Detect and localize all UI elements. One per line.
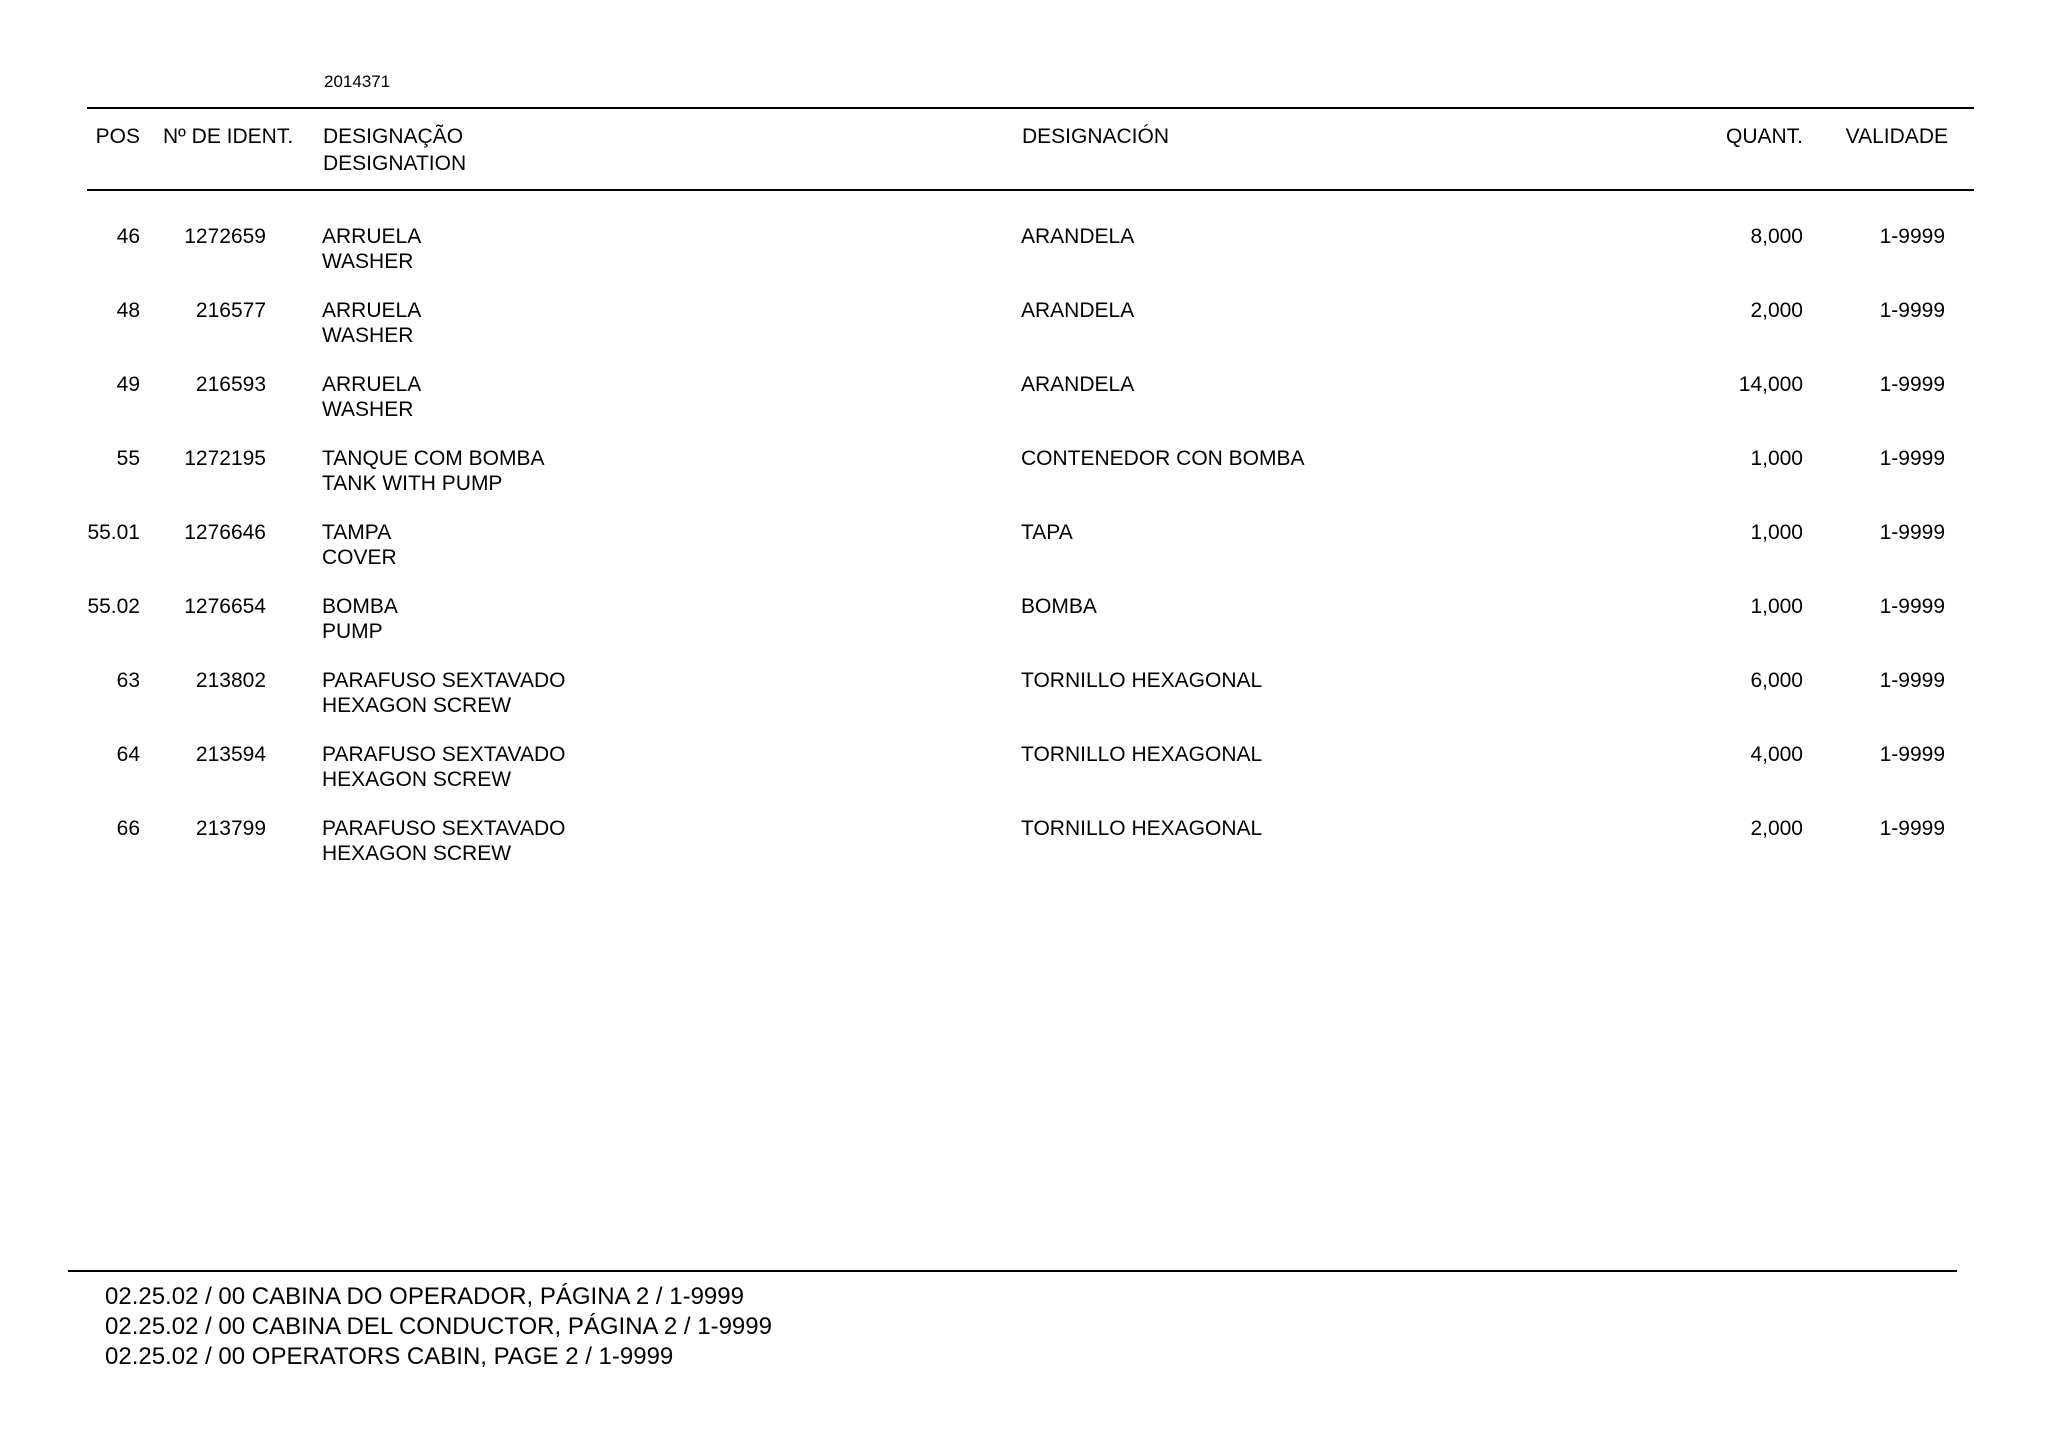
row-designation-es: ARANDELA bbox=[1021, 225, 1135, 248]
row-designation-es: CONTENEDOR CON BOMBA bbox=[1021, 447, 1305, 470]
row-designation-en: WASHER bbox=[322, 324, 414, 347]
row-pos: 55 bbox=[116, 447, 140, 470]
row-designation-pt: PARAFUSO SEXTAVADO bbox=[322, 817, 566, 840]
row-designation-pt: PARAFUSO SEXTAVADO bbox=[322, 743, 566, 766]
top-rule bbox=[87, 107, 1974, 109]
row-ident: 216577 bbox=[195, 299, 266, 322]
row-validity: 1-9999 bbox=[1879, 299, 1945, 322]
row-designation-es: TAPA bbox=[1021, 521, 1073, 544]
row-pos: 46 bbox=[116, 225, 140, 248]
header-designation-es: DESIGNACIÓN bbox=[1022, 125, 1170, 148]
table-row bbox=[0, 668, 2048, 742]
header-rule bbox=[87, 189, 1974, 191]
row-pos: 66 bbox=[116, 817, 140, 840]
row-designation-pt: TANQUE COM BOMBA bbox=[322, 447, 545, 470]
table-row bbox=[0, 372, 2048, 446]
footer-line-es: 02.25.02 / 00 CABINA DEL CONDUCTOR, PÁGINA 2 / 1-9999 bbox=[105, 1313, 772, 1340]
table-row bbox=[0, 742, 2048, 816]
parts-table-body bbox=[0, 224, 2048, 890]
document-number: 2014371 bbox=[324, 72, 391, 91]
header-validity: VALIDADE bbox=[1845, 125, 1948, 148]
header-quantity: QUANT. bbox=[1725, 125, 1803, 148]
row-ident: 213799 bbox=[195, 817, 266, 840]
row-designation-en: WASHER bbox=[322, 250, 414, 273]
row-ident: 213802 bbox=[195, 669, 266, 692]
header-designation-pt: DESIGNAÇÃO bbox=[323, 125, 464, 148]
row-quantity: 8,000 bbox=[1750, 225, 1803, 248]
row-designation-es: TORNILLO HEXAGONAL bbox=[1021, 669, 1263, 692]
row-ident: 1272195 bbox=[184, 447, 266, 470]
row-quantity: 6,000 bbox=[1750, 669, 1803, 692]
row-validity: 1-9999 bbox=[1879, 743, 1945, 766]
row-pos: 48 bbox=[116, 299, 140, 322]
row-pos: 64 bbox=[116, 743, 140, 766]
footer-rule bbox=[68, 1270, 1957, 1272]
row-quantity: 2,000 bbox=[1750, 817, 1803, 840]
row-quantity: 1,000 bbox=[1750, 521, 1803, 544]
row-quantity: 2,000 bbox=[1750, 299, 1803, 322]
row-designation-en: HEXAGON SCREW bbox=[322, 768, 512, 791]
row-pos: 49 bbox=[116, 373, 140, 396]
row-designation-es: TORNILLO HEXAGONAL bbox=[1021, 817, 1263, 840]
table-row bbox=[0, 520, 2048, 594]
row-ident: 213594 bbox=[195, 743, 266, 766]
row-designation-es: ARANDELA bbox=[1021, 299, 1135, 322]
row-designation-pt: ARRUELA bbox=[322, 225, 422, 248]
row-designation-en: HEXAGON SCREW bbox=[322, 842, 512, 865]
table-row bbox=[0, 816, 2048, 890]
row-designation-en: PUMP bbox=[322, 620, 383, 643]
header-pos: POS bbox=[95, 125, 140, 148]
table-row bbox=[0, 224, 2048, 298]
table-row bbox=[0, 594, 2048, 668]
row-ident: 1276646 bbox=[184, 521, 266, 544]
row-designation-pt: ARRUELA bbox=[322, 373, 422, 396]
row-validity: 1-9999 bbox=[1879, 447, 1945, 470]
row-pos: 55.02 bbox=[87, 595, 140, 618]
row-designation-pt: TAMPA bbox=[322, 521, 392, 544]
row-designation-pt: BOMBA bbox=[322, 595, 398, 618]
row-designation-es: BOMBA bbox=[1021, 595, 1097, 618]
row-validity: 1-9999 bbox=[1879, 373, 1945, 396]
row-quantity: 1,000 bbox=[1750, 447, 1803, 470]
row-quantity: 4,000 bbox=[1750, 743, 1803, 766]
header-ident: Nº DE IDENT. bbox=[163, 125, 294, 148]
row-designation-es: TORNILLO HEXAGONAL bbox=[1021, 743, 1263, 766]
row-ident: 1276654 bbox=[184, 595, 266, 618]
row-designation-en: COVER bbox=[322, 546, 397, 569]
row-validity: 1-9999 bbox=[1879, 669, 1945, 692]
row-pos: 55.01 bbox=[87, 521, 140, 544]
row-designation-en: TANK WITH PUMP bbox=[322, 472, 503, 495]
row-designation-en: HEXAGON SCREW bbox=[322, 694, 512, 717]
header-designation-en: DESIGNATION bbox=[323, 152, 467, 175]
row-validity: 1-9999 bbox=[1879, 521, 1945, 544]
row-validity: 1-9999 bbox=[1879, 595, 1945, 618]
row-quantity: 1,000 bbox=[1750, 595, 1803, 618]
row-designation-en: WASHER bbox=[322, 398, 414, 421]
footer-line-en: 02.25.02 / 00 OPERATORS CABIN, PAGE 2 / 1-9999 bbox=[105, 1343, 674, 1370]
row-ident: 216593 bbox=[195, 373, 266, 396]
row-pos: 63 bbox=[116, 669, 140, 692]
table-row bbox=[0, 298, 2048, 372]
row-designation-es: ARANDELA bbox=[1021, 373, 1135, 396]
row-validity: 1-9999 bbox=[1879, 817, 1945, 840]
row-designation-pt: PARAFUSO SEXTAVADO bbox=[322, 669, 566, 692]
row-validity: 1-9999 bbox=[1879, 225, 1945, 248]
row-quantity: 14,000 bbox=[1738, 373, 1803, 396]
table-row bbox=[0, 446, 2048, 520]
row-ident: 1272659 bbox=[184, 225, 266, 248]
footer-line-pt: 02.25.02 / 00 CABINA DO OPERADOR, PÁGINA 2 / 1-9999 bbox=[105, 1283, 744, 1310]
row-designation-pt: ARRUELA bbox=[322, 299, 422, 322]
page-footer bbox=[105, 1282, 772, 1372]
